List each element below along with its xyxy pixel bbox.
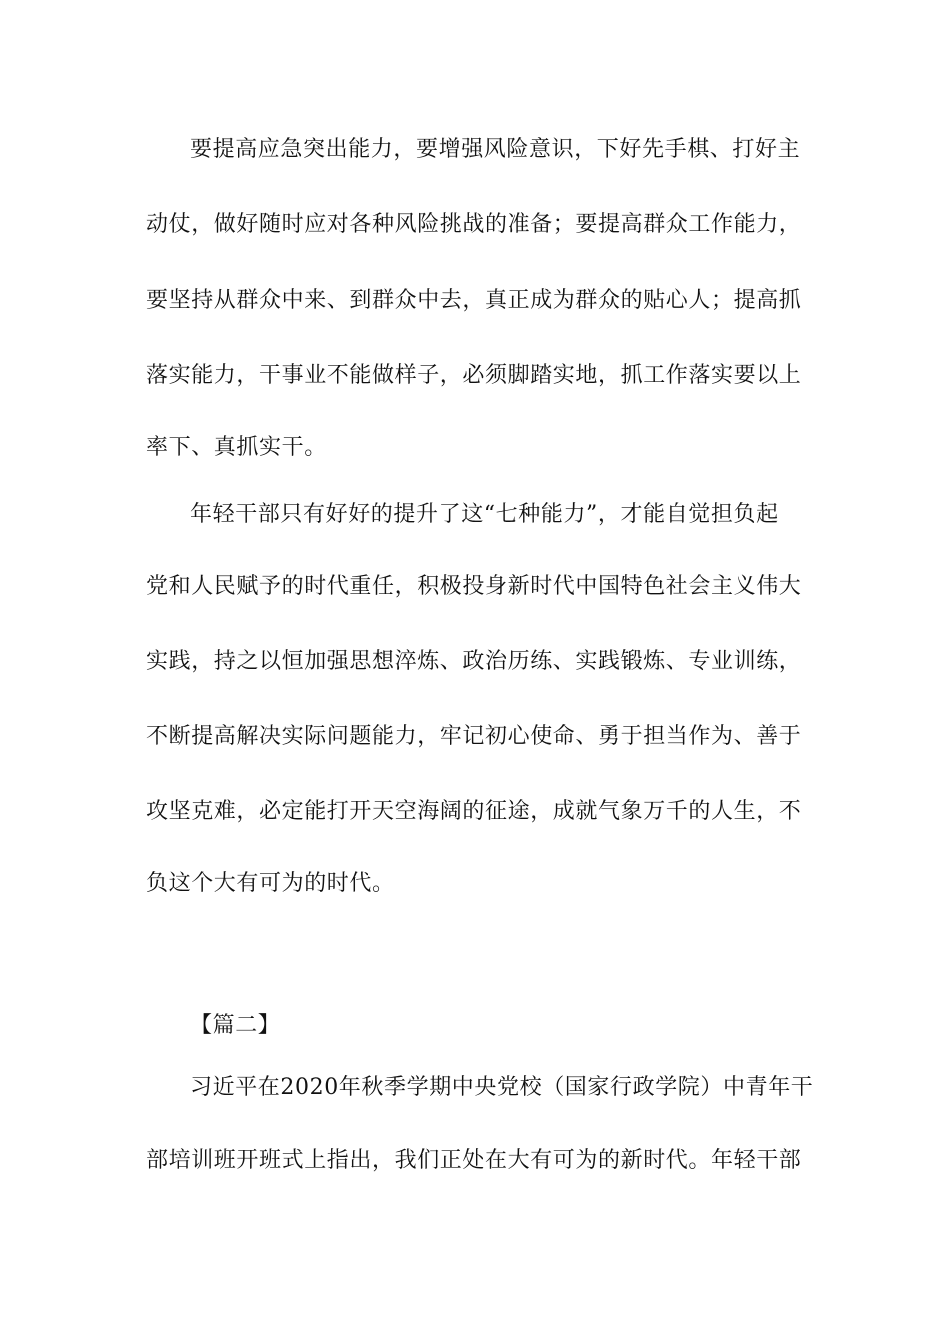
text-line: 实践，持之以恒加强思想淬炼、政治历练、实践锻炼、专业训练， <box>146 649 802 674</box>
text-line: 攻坚克难，必定能打开天空海阔的征途，成就气象万千的人生，不 <box>146 799 802 824</box>
text-line: 年轻干部只有好好的提升了这“七种能力”，才能自觉担负起 <box>190 502 779 527</box>
text-line: 率下、真抓实干。 <box>146 435 327 460</box>
text-line: 要提高应急突出能力，要增强风险意识，下好先手棋、打好主 <box>190 137 801 162</box>
section-heading: 【篇二】 <box>190 1013 281 1038</box>
text-line: 习近平在2020年秋季学期中央党校（国家行政学院）中青年干 <box>190 1075 814 1100</box>
text-line: 要坚持从群众中来、到群众中去，真正成为群众的贴心人；提高抓 <box>146 288 802 313</box>
text-line: 动仗，做好随时应对各种风险挑战的准备；要提高群众工作能力， <box>146 212 802 237</box>
text-line: 部培训班开班式上指出，我们正处在大有可为的新时代。年轻干部 <box>146 1148 802 1173</box>
text-line: 负这个大有可为的时代。 <box>146 871 395 896</box>
text-line: 党和人民赋予的时代重任，积极投身新时代中国特色社会主义伟大 <box>146 574 802 599</box>
text-line: 落实能力，干事业不能做样子，必须脚踏实地，抓工作落实要以上 <box>146 363 802 388</box>
text-line: 不断提高解决实际问题能力，牢记初心使命、勇于担当作为、善于 <box>146 724 802 749</box>
